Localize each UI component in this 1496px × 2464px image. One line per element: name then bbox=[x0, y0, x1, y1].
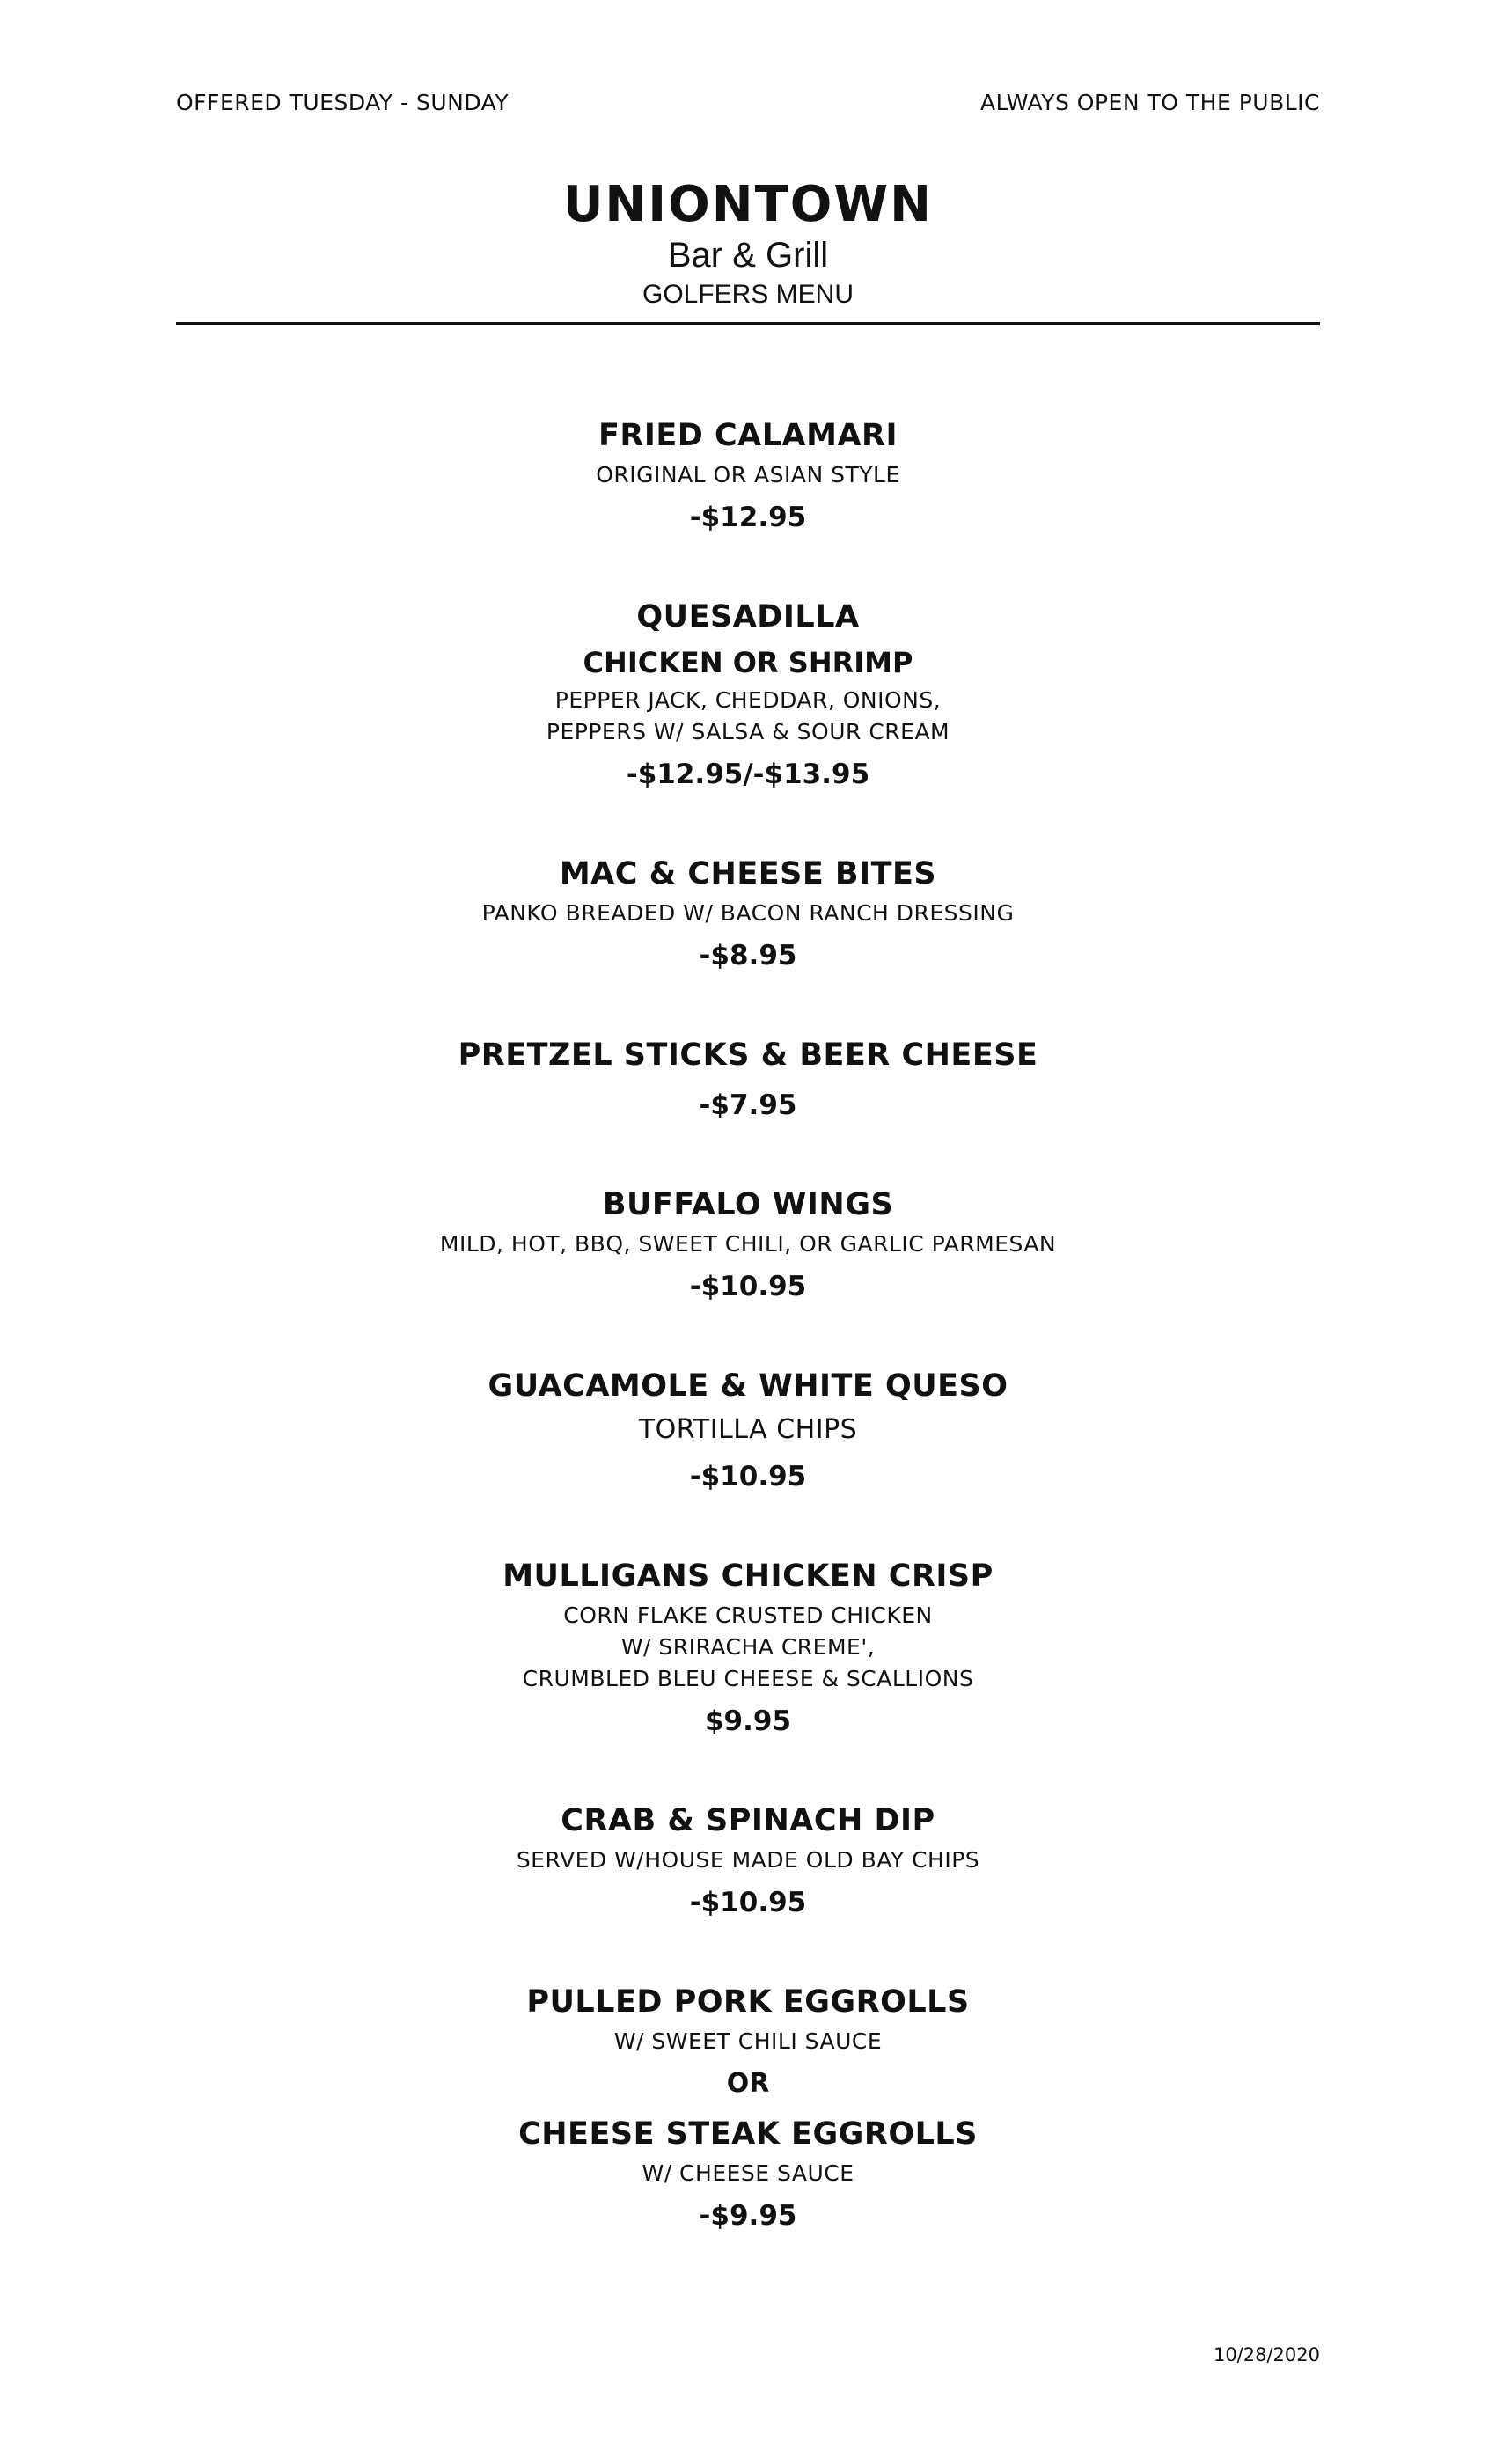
item-description: ORIGINAL OR ASIAN STYLE bbox=[596, 462, 900, 488]
menu-item bbox=[176, 1031, 1320, 1128]
header-divider bbox=[176, 322, 1320, 325]
menu-date: 10/28/2020 bbox=[1213, 2344, 1320, 2365]
item-alt-description: W/ CHEESE SAUCE bbox=[642, 2160, 854, 2186]
restaurant-title: UNIONTOWN bbox=[562, 176, 934, 233]
item-price: -$12.95 bbox=[689, 502, 807, 533]
item-description: W/ SWEET CHILI SAUCE bbox=[613, 2028, 883, 2054]
item-name: PULLED PORK EGGROLLS bbox=[526, 1984, 970, 2020]
menu-item bbox=[176, 1362, 1320, 1500]
item-name: CRAB & SPINACH DIP bbox=[561, 1803, 935, 1838]
public-note: ALWAYS OPEN TO THE PUBLIC bbox=[979, 90, 1320, 115]
item-description: CORN FLAKE CRUSTED CHICKEN bbox=[563, 1602, 933, 1628]
item-price: -$12.95/-$13.95 bbox=[626, 759, 870, 790]
item-price: -$10.95 bbox=[689, 1887, 807, 1918]
menu-item bbox=[176, 1978, 1320, 2239]
item-price: -$10.95 bbox=[689, 1271, 807, 1302]
item-price: -$7.95 bbox=[699, 1089, 797, 1121]
item-option: CHICKEN OR SHRIMP bbox=[583, 646, 913, 679]
menu-item bbox=[176, 1797, 1320, 1925]
item-description: MILD, HOT, BBQ, SWEET CHILI, OR GARLIC PARMESAN bbox=[439, 1231, 1057, 1257]
item-description: PANKO BREADED W/ BACON RANCH DRESSING bbox=[481, 900, 1015, 926]
item-alt-name: CHEESE STEAK EGGROLLS bbox=[518, 2116, 978, 2152]
item-description: PEPPERS W/ SALSA & SOUR CREAM bbox=[546, 719, 950, 744]
item-description: TORTILLA CHIPS bbox=[638, 1414, 858, 1445]
item-price: -$10.95 bbox=[689, 1461, 807, 1492]
item-name: QUESADILLA bbox=[636, 599, 860, 634]
menu-item bbox=[176, 1552, 1320, 1744]
item-name: MULLIGANS CHICKEN CRISP bbox=[502, 1558, 994, 1594]
item-price: -$8.95 bbox=[699, 940, 797, 972]
item-description: PEPPER JACK, CHEDDAR, ONIONS, bbox=[554, 687, 942, 713]
item-name: BUFFALO WINGS bbox=[602, 1187, 894, 1222]
menu-item bbox=[176, 412, 1320, 540]
item-name: FRIED CALAMARI bbox=[598, 418, 898, 453]
item-description: W/ SRIRACHA CREME', bbox=[620, 1634, 876, 1660]
menu-item bbox=[176, 850, 1320, 979]
menu-items bbox=[176, 412, 1320, 2292]
menu-item bbox=[176, 593, 1320, 797]
menu-title: GOLFERS MENU bbox=[642, 280, 854, 309]
item-name: GUACAMOLE & WHITE QUESO bbox=[488, 1368, 1008, 1404]
menu-item bbox=[176, 1181, 1320, 1309]
restaurant-subtitle: Bar & Grill bbox=[667, 236, 829, 275]
item-description: SERVED W/HOUSE MADE OLD BAY CHIPS bbox=[516, 1847, 980, 1873]
item-price: $9.95 bbox=[704, 1705, 792, 1737]
item-description: CRUMBLED BLEU CHEESE & SCALLIONS bbox=[522, 1666, 974, 1691]
item-name: PRETZEL STICKS & BEER CHEESE bbox=[458, 1038, 1038, 1073]
item-name: MAC & CHEESE BITES bbox=[559, 856, 937, 891]
or-separator: OR bbox=[726, 2068, 770, 2099]
item-price: -$9.95 bbox=[699, 2200, 797, 2232]
hours-note: OFFERED TUESDAY - SUNDAY bbox=[176, 90, 510, 115]
